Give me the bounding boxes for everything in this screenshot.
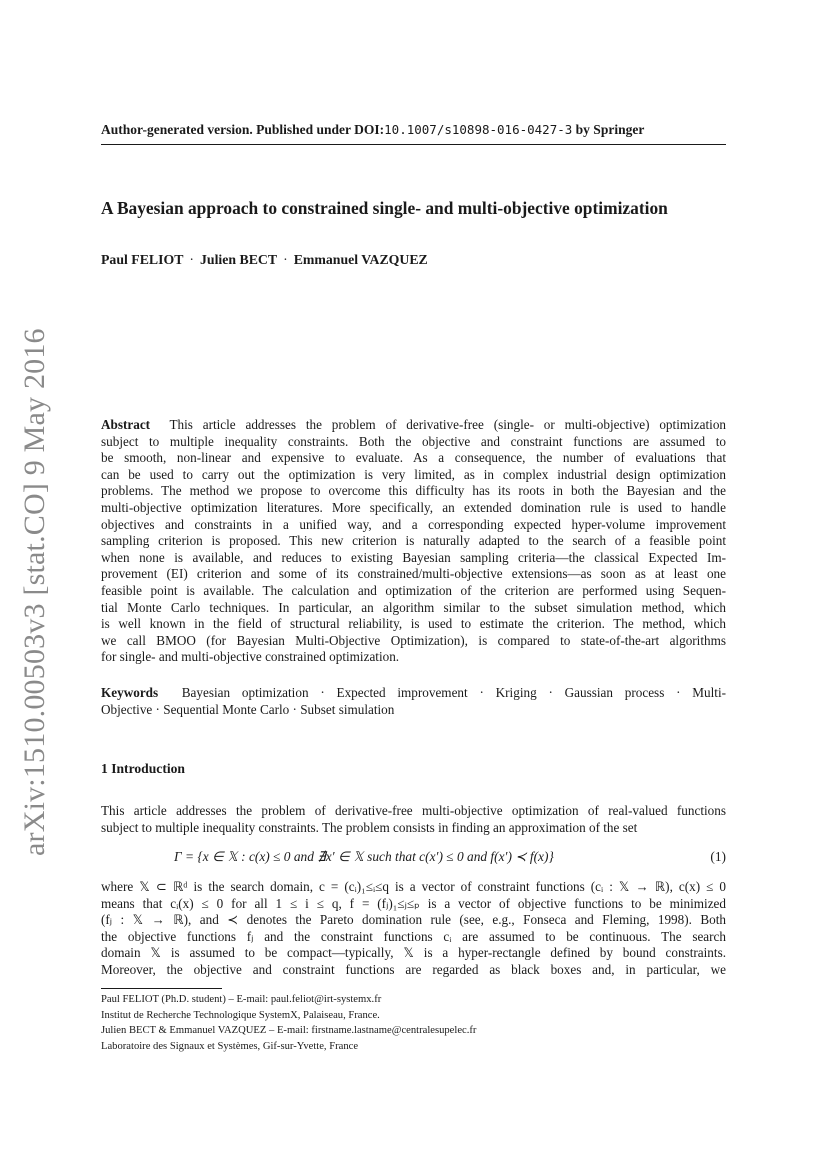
abstract-line: is well known in the field of structural reliability, is used to estimate the criterion. The method, which	[101, 616, 726, 632]
abstract-line: sampling criterion is proposed. This new criterion is naturally adapted to the search of a feasible point	[101, 533, 726, 549]
arxiv-stamp: arXiv:1510.00503v3 [stat.CO] 9 May 2016	[18, 328, 51, 856]
abstract-line: subject to multiple inequality constraints. Both the objective and constraint functions are assumed to	[101, 433, 726, 449]
header-prefix: Author-generated version. Published under DOI:	[101, 122, 385, 137]
keywords-line: Objective · Sequential Monte Carlo · Subset simulation	[101, 701, 395, 717]
abstract-label: Abstract	[101, 417, 151, 432]
abstract-line: feasible point is available. The calculation and optimization of the criterion are performed using Sequen-	[101, 583, 726, 598]
header-suffix: by Springer	[572, 122, 645, 137]
abstract-line: tial Monte Carlo techniques. In particular, an algorithm similar to the subset simulation method, which	[101, 599, 726, 615]
body-line: Moreover, the objective and constraint functions are regarded as black boxes and, in particular, we	[101, 962, 726, 977]
footnote-rule	[101, 988, 222, 989]
author-separator: ·	[283, 252, 288, 267]
intro-line: subject to multiple inequality constraints. The problem consists in finding an approximation of the set	[101, 819, 638, 835]
section-number: 1	[101, 761, 108, 776]
abstract-line: we call BMOO (for Bayesian Multi-Objective Optimization), is compared to state-of-the-art algorithms	[101, 632, 726, 648]
abstract-line: multi-objective optimization literatures. More specifically, an extended domination rule is used to handle	[101, 500, 726, 515]
abstract-line: be smooth, non-linear and expensive to evaluate. As a consequence, the number of evaluations that	[101, 450, 726, 466]
body-line: domain 𝕏 is assumed to be compact—typically, 𝕏 is a hyper-rectangle defined by bound constraints.	[101, 945, 726, 961]
keywords-label: Keywords	[101, 685, 159, 700]
abstract-line: Abstract This article addresses the problem of derivative-free (single- or multi-objective) optimization	[101, 417, 727, 432]
body-line: (fⱼ : 𝕏 → ℝ), and ≺ denotes the Pareto domination rule (see, e.g., Fonseca and Fleming, 1998). Both	[101, 912, 726, 928]
footnote-line: Laboratoire des Signaux et Systèmes, Gif-sur-Yvette, France	[101, 1040, 359, 1052]
doi-text[interactable]: 10.1007/s10898-016-0427-3	[384, 122, 573, 137]
footnote-line: Julien BECT & Emmanuel VAZQUEZ – E-mail: firstname.lastname@centralesupelec.fr	[101, 1025, 477, 1037]
section-title: Introduction	[111, 761, 185, 776]
footnotes	[101, 992, 476, 1054]
abstract-line: can be used to carry out the optimization is very limited, as in complex industrial design optimization	[101, 466, 726, 482]
abstract-line: provement (EI) criterion and some of its constrained/multi-objective extensions—as soon as at least one	[101, 566, 726, 582]
abstract-line: when none is available, and reduces to existing Bayesian sampling criteria—the classical Expected Im-	[101, 549, 726, 565]
paper-title: A Bayesian approach to constrained single- and multi-objective optimization	[101, 198, 668, 218]
body-line: where 𝕏 ⊂ ℝᵈ is the search domain, c = (cᵢ)₁≤ᵢ≤q is a vector of constraint functions (cᵢ : 𝕏 → ℝ), c(x) ≤ 0	[101, 879, 726, 894]
abstract-line: for single- and multi-objective constrained optimization.	[101, 649, 400, 665]
footnote-line: Institut de Recherche Technologique SystemX, Palaiseau, France.	[101, 1009, 380, 1021]
section-heading	[101, 761, 185, 777]
equation-text: Γ = {x ∈ 𝕏 : c(x) ≤ 0 and ∄x′ ∈ 𝕏 such that c(x′) ≤ 0 and f(x′) ≺ f(x)}	[174, 849, 554, 864]
abstract-line: objectives and constraints in a unified way, and a corresponding expected hyper-volume improvement	[101, 516, 726, 532]
equation-1	[174, 849, 726, 865]
footnote-line: Paul FELIOT (Ph.D. student) – E-mail: paul.feliot@irt-systemx.fr	[101, 994, 382, 1005]
header-rule	[101, 144, 726, 145]
author-name: Julien BECT	[200, 252, 278, 267]
abstract-line: problems. The method we propose to overcome this difficulty has its roots in both the Bayesian and the	[101, 483, 726, 499]
author-list	[101, 252, 428, 268]
publication-header	[101, 122, 726, 138]
intro-line: This article addresses the problem of derivative-free multi-objective optimization of real-valued functions	[101, 803, 726, 818]
body-line: means that cᵢ(x) ≤ 0 for all 1 ≤ i ≤ q, f = (fⱼ)₁≤ⱼ≤ₚ is a vector of objective functions to be minimized	[101, 895, 726, 911]
author-separator: ·	[189, 252, 195, 267]
author-name: Emmanuel VAZQUEZ	[293, 252, 428, 267]
keywords-line: Keywords Bayesian optimization · Expected improvement · Kriging · Gaussian process · Multi-	[101, 685, 726, 700]
equation-number: (1)	[710, 849, 726, 864]
author-name: Paul FELIOT	[101, 252, 184, 267]
body-line: the objective functions fⱼ and the constraint functions cᵢ are assumed to be continuous. The search	[101, 928, 726, 944]
